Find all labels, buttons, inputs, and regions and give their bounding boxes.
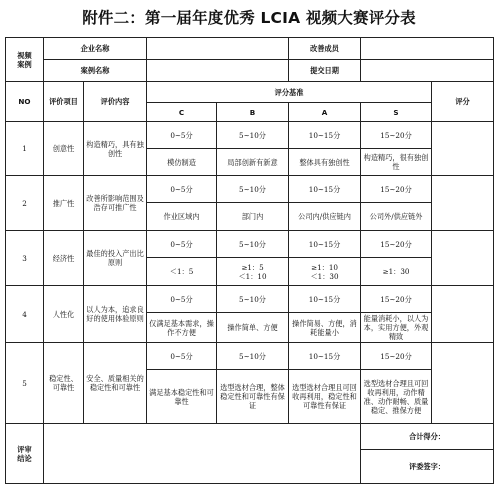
row-no: 5 bbox=[6, 343, 44, 424]
row-item: 经济性 bbox=[44, 231, 84, 286]
row-item: 创意性 bbox=[44, 122, 84, 176]
row-no: 2 bbox=[6, 176, 44, 231]
improvement-member-field[interactable] bbox=[361, 38, 494, 60]
desc-c: 满足基本稳定性和可靠性 bbox=[147, 370, 217, 424]
score-field[interactable] bbox=[432, 231, 494, 286]
desc-a: 操作简易、方便，消耗能量小 bbox=[289, 313, 361, 343]
row-content: 以人为本，追求良好的使用体验原则 bbox=[84, 286, 147, 343]
score-table bbox=[5, 37, 494, 484]
range-c: 0~5分 bbox=[147, 122, 217, 149]
content-header: 评价内容 bbox=[84, 82, 147, 122]
range-s: 15~20分 bbox=[361, 176, 432, 203]
score-field[interactable] bbox=[432, 122, 494, 176]
range-c: 0~5分 bbox=[147, 176, 217, 203]
desc-a: ≥1：10 ＜1：30 bbox=[289, 258, 361, 286]
range-b: 5~10分 bbox=[217, 122, 289, 149]
review-label: 评审 结论 bbox=[6, 424, 44, 484]
case-name-label: 案例名称 bbox=[44, 60, 147, 82]
review-conclusion-field[interactable] bbox=[44, 424, 361, 484]
case-name-field[interactable] bbox=[147, 60, 289, 82]
desc-b: 部门内 bbox=[217, 203, 289, 231]
row-item: 推广性 bbox=[44, 176, 84, 231]
row-content: 安全、质量相关的稳定性和可靠性 bbox=[84, 343, 147, 424]
desc-b: 操作简单、方便 bbox=[217, 313, 289, 343]
score-field[interactable] bbox=[432, 286, 494, 343]
criteria-row-2 bbox=[6, 176, 494, 203]
desc-a: 公司内/供应链内 bbox=[289, 203, 361, 231]
criteria-row-5 bbox=[6, 343, 494, 370]
row-content: 最佳的投入产出比原则 bbox=[84, 231, 147, 286]
range-b: 5~10分 bbox=[217, 231, 289, 258]
desc-s: 选型选材合理且可回收再利用，动作精准、动作耐畅、质量稳定、推保方便 bbox=[361, 370, 432, 424]
item-header: 评价项目 bbox=[44, 82, 84, 122]
page-title: 附件二：第一届年度优秀 LCIA 视频大赛评分表 bbox=[82, 9, 416, 27]
case-name-row bbox=[6, 60, 494, 82]
grade-c: C bbox=[147, 103, 217, 122]
grade-b: B bbox=[217, 103, 289, 122]
range-a: 10~15分 bbox=[289, 176, 361, 203]
range-b: 5~10分 bbox=[217, 286, 289, 313]
criteria-row-1 bbox=[6, 122, 494, 149]
range-a: 10~15分 bbox=[289, 231, 361, 258]
column-header-row bbox=[6, 82, 494, 103]
desc-s: 构造精巧，很有独创性 bbox=[361, 149, 432, 176]
range-s: 15~20分 bbox=[361, 343, 432, 370]
grade-a: A bbox=[289, 103, 361, 122]
total-score-label: 合计得分： bbox=[361, 424, 494, 450]
range-s: 15~20分 bbox=[361, 122, 432, 149]
case-label: 视频 案例 bbox=[6, 38, 44, 82]
row-no: 3 bbox=[6, 231, 44, 286]
score-field[interactable] bbox=[432, 176, 494, 231]
company-name-row bbox=[6, 38, 494, 60]
range-b: 5~10分 bbox=[217, 176, 289, 203]
row-content: 构造精巧，具有独创性 bbox=[84, 122, 147, 176]
desc-b: ≥1：5 ＜1：10 bbox=[217, 258, 289, 286]
range-a: 10~15分 bbox=[289, 286, 361, 313]
row-item: 人性化 bbox=[44, 286, 84, 343]
range-c: 0~5分 bbox=[147, 231, 217, 258]
submit-date-label: 提交日期 bbox=[289, 60, 361, 82]
criteria-row-3 bbox=[6, 231, 494, 258]
desc-b: 选型选材合理，整体稳定性和可靠性有保证 bbox=[217, 370, 289, 424]
range-b: 5~10分 bbox=[217, 343, 289, 370]
desc-c: 模仿制造 bbox=[147, 149, 217, 176]
desc-a: 选型选材合理且可回收再利用，稳定性和可靠性有保证 bbox=[289, 370, 361, 424]
desc-c: ＜1：5 bbox=[147, 258, 217, 286]
criteria-header: 评分基准 bbox=[147, 82, 432, 103]
judge-signature-label: 评委签字： bbox=[361, 450, 494, 484]
no-header: NO bbox=[6, 82, 44, 122]
range-s: 15~20分 bbox=[361, 231, 432, 258]
desc-s: 公司外/供应链外 bbox=[361, 203, 432, 231]
grade-s: S bbox=[361, 103, 432, 122]
company-name-label: 企业名称 bbox=[44, 38, 147, 60]
score-field[interactable] bbox=[432, 343, 494, 424]
desc-c: 作业区域内 bbox=[147, 203, 217, 231]
desc-c: 仅满足基本需求，操作不方便 bbox=[147, 313, 217, 343]
desc-s: ≥1：30 bbox=[361, 258, 432, 286]
row-item: 稳定性、可靠性 bbox=[44, 343, 84, 424]
row-no: 4 bbox=[6, 286, 44, 343]
range-c: 0~5分 bbox=[147, 286, 217, 313]
desc-s: 能量消耗小，以人为本，实用方便，外观精致 bbox=[361, 313, 432, 343]
range-s: 15~20分 bbox=[361, 286, 432, 313]
improvement-member-label: 改善成员 bbox=[289, 38, 361, 60]
desc-a: 整体具有独创性 bbox=[289, 149, 361, 176]
submit-date-field[interactable] bbox=[361, 60, 494, 82]
review-row bbox=[6, 424, 494, 450]
range-c: 0~5分 bbox=[147, 343, 217, 370]
range-a: 10~15分 bbox=[289, 343, 361, 370]
desc-b: 局部创新有新意 bbox=[217, 149, 289, 176]
score-header: 评分 bbox=[432, 82, 494, 122]
criteria-row-4 bbox=[6, 286, 494, 313]
company-name-field[interactable] bbox=[147, 38, 289, 60]
row-no: 1 bbox=[6, 122, 44, 176]
row-content: 改善所影响范围及浩存可推广性 bbox=[84, 176, 147, 231]
range-a: 10~15分 bbox=[289, 122, 361, 149]
